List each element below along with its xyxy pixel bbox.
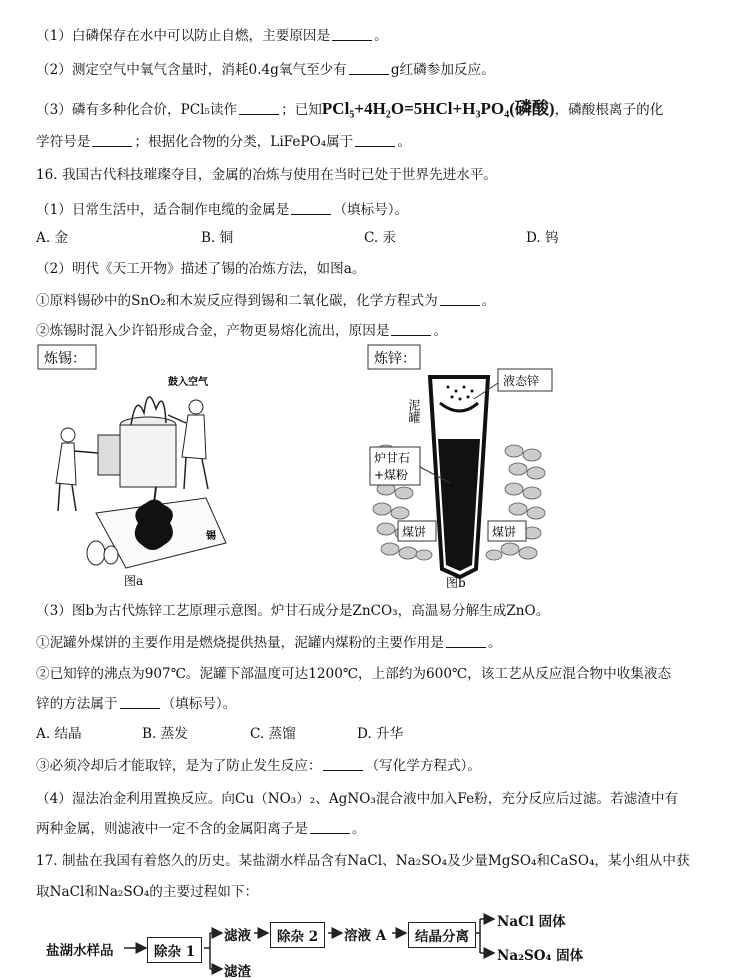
- option-c[interactable]: C. 蒸馏: [250, 726, 296, 742]
- q16-part1: [36, 198, 408, 218]
- q17-stem-2: 取NaCl和Na₂SO₄的主要过程如下：: [36, 884, 259, 900]
- answer-blank[interactable]: [349, 62, 389, 75]
- q16-p2-2-text: ②炼锡时混入少许铅形成合金，产物更易熔化流出，原因是: [36, 323, 390, 339]
- q16-p3-1-text: ①泥罐外煤饼的主要作用是燃烧提供热量，泥罐内煤粉的主要作用是: [36, 635, 444, 651]
- q16-p1-text: （1）日常生活中，适合制作电缆的金属是: [36, 202, 290, 218]
- answer-blank[interactable]: [92, 134, 132, 147]
- q16-p2-2-end: 。: [433, 323, 448, 339]
- answer-blank[interactable]: [120, 696, 160, 709]
- q16-part3: （3）图b为古代炼锌工艺原理示意图。炉甘石成分是ZnCO₃，高温易分解生成ZnO。: [36, 603, 550, 619]
- fig-b-ore-label-2: +煤粉: [374, 468, 409, 482]
- q16-p4b-text: 两种金属，则滤液中一定不含的金属阳离子是: [36, 821, 308, 837]
- flow-product-nacl: NaCl 固体: [497, 914, 566, 930]
- option-d[interactable]: D. 升华: [357, 726, 404, 742]
- fig-b-tag: 炼锌：: [374, 351, 416, 367]
- option-d[interactable]: D. 钨: [526, 230, 559, 246]
- fig-a-tool-label: 鼓入空气: [168, 377, 208, 388]
- q16-part2: （2）明代《天工开物》描述了锡的冶炼方法，如图a。: [36, 261, 366, 277]
- fig-b-zinc-label: 液态锌: [503, 374, 540, 388]
- smelting-tin-illustration: [36, 343, 236, 593]
- q16-part3-2-cont: [36, 692, 236, 712]
- flow-product-na2so4: Na₂SO₄ 固体: [497, 948, 584, 964]
- q15-p1-text: （1）白磷保存在水中可以防止自燃，主要原因是: [36, 28, 331, 44]
- flow-step2-box: 除杂 2: [270, 922, 325, 948]
- answer-blank[interactable]: [355, 134, 395, 147]
- option-b[interactable]: B. 铜: [201, 230, 234, 246]
- q16-stem: 16. 我国古代科技璀璨夺目，金属的冶炼与使用在当时已处于世界先进水平。: [36, 167, 497, 183]
- q16-part3-3: [36, 754, 481, 774]
- q16-p2-1-end: 。: [481, 293, 496, 309]
- q15-p2-end: g红磷参加反应。: [390, 62, 495, 78]
- q16-p3-1-end: 。: [487, 635, 502, 651]
- q15-p3b-mid: ；根据化合物的分类，LiFePO₄属于: [134, 134, 354, 150]
- q15-part3: [36, 94, 663, 119]
- q16-p1-end: （填标号）。: [333, 202, 409, 218]
- answer-blank[interactable]: [332, 28, 372, 41]
- q16-part3-1: [36, 631, 501, 651]
- q16-p3-3-end: （写化学方程式）。: [365, 758, 482, 774]
- option-b[interactable]: B. 蒸发: [142, 726, 188, 742]
- fig-b-ore-label-1: 炉甘石: [374, 451, 411, 465]
- answer-blank[interactable]: [310, 821, 350, 834]
- q16-p4b-end: 。: [351, 821, 366, 837]
- answer-blank[interactable]: [323, 758, 363, 771]
- flow-filtrate: 滤液: [224, 928, 251, 944]
- q16-p3-2b-text: 锌的方法属于: [36, 696, 118, 712]
- fig-b-caption: 图b: [446, 576, 466, 590]
- q16-part4-cont: [36, 817, 365, 837]
- q15-p1-end: 。: [374, 28, 388, 44]
- option-a[interactable]: A. 结晶: [36, 726, 82, 742]
- answer-blank[interactable]: [446, 635, 486, 648]
- q15-p3-end: ，磷酸根离子的化: [554, 102, 664, 118]
- q15-p2-text: （2）测定空气中氧气含量时，消耗0.4g氧气至少有: [36, 62, 347, 78]
- flow-start: 盐湖水样品: [46, 943, 114, 959]
- answer-blank[interactable]: [239, 102, 279, 115]
- flow-solution-a: 溶液 A: [344, 928, 387, 944]
- q15-part2: [36, 58, 495, 78]
- q16-part4: （4）湿法冶金利用置换反应。向Cu（NO₃）₂、AgNO₃混合液中加入Fe粉，充分反应后过滤。若滤渣中有: [36, 791, 679, 807]
- q15-p3-mid: ；已知: [281, 102, 322, 118]
- figure-a: [36, 343, 236, 593]
- q15-p3-text: （3）磷有多种化合价，PCl₅读作: [36, 102, 238, 118]
- fig-a-tag: 炼锡：: [44, 351, 86, 367]
- q17-stem-1: 17. 制盐在我国有着悠久的历史。某盐湖水样品含有NaCl、Na₂SO₄及少量MgSO₄和CaSO₄，某小组从中获: [36, 853, 690, 869]
- fig-a-caption: 图a: [124, 574, 144, 588]
- chemical-equation: PCl₅+4H₂O=5HCl+H₃PO₄(磷酸): [321, 99, 555, 118]
- option-a[interactable]: A. 金: [36, 230, 69, 246]
- answer-blank[interactable]: [291, 202, 331, 215]
- q15-p3b-text: 学符号是: [36, 134, 91, 150]
- flow-residue: 滤渣: [224, 964, 251, 980]
- q15-part3-cont: [36, 130, 411, 150]
- fig-b-pot-label: 泥罐: [407, 399, 421, 423]
- q16-part3-2: ②已知锌的沸点为907℃。泥罐下部温度可达1200℃，上部约为600℃，该工艺从反应混合物中收集液态: [36, 666, 672, 682]
- answer-blank[interactable]: [440, 293, 480, 306]
- fig-b-cake-right: 煤饼: [492, 525, 517, 539]
- fig-b-cake-left: 煤饼: [402, 525, 427, 539]
- q16-p3-3-text: ③必须冷却后才能取锌，是为了防止发生反应：: [36, 758, 322, 774]
- q16-part2-1: [36, 289, 495, 309]
- flow-step1-box: 除杂 1: [147, 937, 202, 963]
- q16-p2-1-text: ①原料锡砂中的SnO₂和木炭反应得到锡和二氧化碳，化学方程式为: [36, 293, 438, 309]
- smelting-zinc-diagram: [364, 343, 554, 593]
- flow-step3-box: 结晶分离: [408, 922, 476, 948]
- q16-p3-2b-end: （填标号）。: [161, 696, 237, 712]
- answer-blank[interactable]: [391, 323, 431, 336]
- q16-part2-2: [36, 319, 447, 339]
- q15-p3b-end: 。: [397, 134, 411, 150]
- fig-a-product-label: 锡: [206, 531, 216, 542]
- figure-b: [364, 343, 554, 593]
- q15-part1: [36, 24, 388, 44]
- option-c[interactable]: C. 汞: [364, 230, 397, 246]
